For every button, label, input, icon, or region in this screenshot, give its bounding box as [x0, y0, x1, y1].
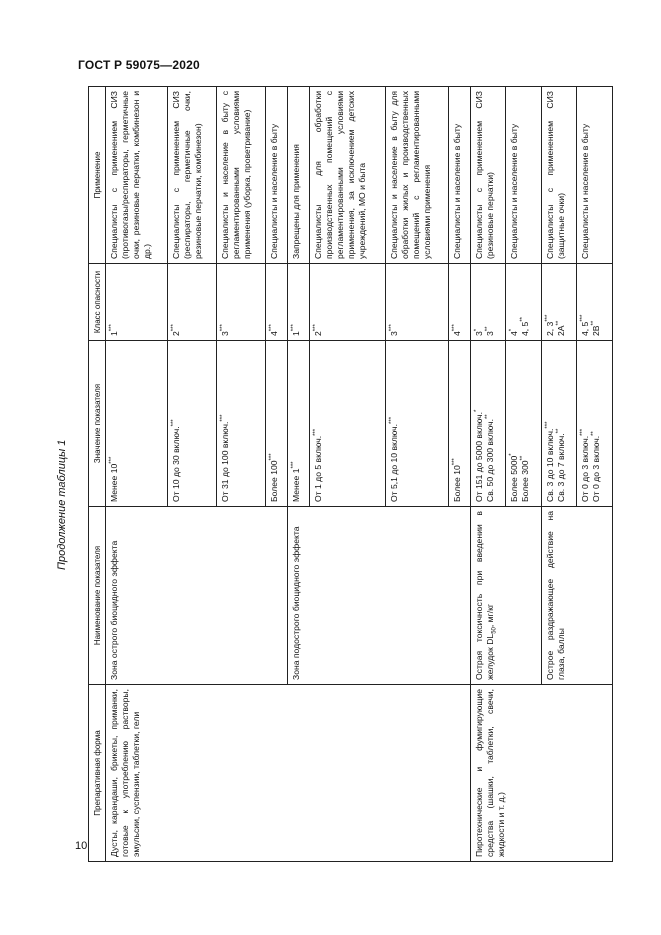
value-cell: От 5,1 до 10 включ.***: [386, 341, 448, 507]
document-title: ГОСТ Р 59075—2020: [78, 58, 200, 72]
form-cell: Дусты, карандаши, брикеты, приманки, готовые к употреблению растворы, эмульсии, суспензии, таблетки, гели: [106, 685, 471, 862]
indicator-cell: Зона подострого биоцидного эффекта: [288, 507, 470, 685]
value-cell: От 0 до 3 включ.*** От 0 до 3 включ.**: [577, 341, 613, 507]
use-cell: Специалисты и население в быту: [577, 87, 613, 264]
indicator-cell: Острое раздражающее действие на глаза, баллы: [541, 507, 612, 685]
indicator-cell: Зона острого биоцидного эффекта: [106, 507, 288, 685]
column-header: Класс опасности: [89, 264, 106, 341]
use-cell: Специалисты и население в быту: [266, 87, 288, 264]
column-header: Значение показателя: [89, 341, 106, 507]
value-cell: Менее 1***: [288, 341, 310, 507]
class-cell: 2***: [168, 264, 217, 341]
class-cell: 1***: [288, 264, 310, 341]
class-cell: 2, 3*** 2А**: [541, 264, 577, 341]
indicator-cell: Острая токсичность при введении в желудок $DL_{50}$, мг/кг: [470, 507, 541, 685]
column-header: Применение: [89, 87, 106, 264]
use-cell: Специалисты с применением СИЗ (защитные очки): [541, 87, 577, 264]
use-cell: Специалисты с применением СИЗ (респираторы, герметичные очки, резиновые перчатки, комбинезон): [168, 87, 217, 264]
page-number: 10: [75, 840, 88, 852]
class-cell: 2***: [310, 264, 386, 341]
use-cell: Специалисты для обработки производственных помещений с регламентированными условиями применения, за исключением детских учреждений, МО и быта: [310, 87, 386, 264]
table-row: [106, 87, 168, 862]
use-cell: Специалисты с применением СИЗ (резиновые перчатки): [470, 87, 506, 264]
table-caption: Продолжение таблицы 1: [56, 439, 68, 570]
class-cell: 4***: [448, 264, 470, 341]
value-cell: От 10 до 30 включ.***: [168, 341, 217, 507]
class-cell: 4***: [266, 264, 288, 341]
class-cell: 3***: [386, 264, 448, 341]
class-cell: 1***: [106, 264, 168, 341]
use-cell: Специалисты и население в быту с регламентированными условиями применения (уборка, проветривание): [217, 87, 266, 264]
table-row: [470, 87, 506, 862]
class-cell: 3***: [217, 264, 266, 341]
value-cell: Менее 10***: [106, 341, 168, 507]
column-header: Препаративная форма: [89, 685, 106, 862]
table-header-row: [89, 87, 106, 862]
use-cell: Запрещены для применения: [288, 87, 310, 264]
use-cell: Специалисты и население в быту: [506, 87, 542, 264]
column-header: Наименование показателя: [89, 507, 106, 685]
value-cell: Более 100***: [266, 341, 288, 507]
rotated-table-container: [88, 87, 613, 862]
use-cell: Специалисты и население в быту для обработки жилых и производственных помещений с регламентированными условиями применения: [386, 87, 448, 264]
class-cell: 3* 3**: [470, 264, 506, 341]
form-cell: Пиротехнические и фумигирующие средства (шашки, таблетки, свечи, жидкости и т. д.): [470, 685, 612, 862]
value-cell: Более 5000* Более 300**: [506, 341, 542, 507]
class-cell: 4* 4, 5**: [506, 264, 542, 341]
use-cell: Специалисты с применением СИЗ (противогазы/респираторы, герметичные очки, резиновые перчатки, комбинезон и др.): [106, 87, 168, 264]
value-cell: Более 10***: [448, 341, 470, 507]
value-cell: От 1 до 5 включ.***: [310, 341, 386, 507]
class-cell: 4, 5*** 2В**: [577, 264, 613, 341]
use-cell: Специалисты и население в быту: [448, 87, 470, 264]
value-cell: От 151 до 5000 включ.* Св. 50 до 300 включ.**: [470, 341, 506, 507]
value-cell: Св. 3 до 10 включ.*** Св. 3 до 7 включ.**: [541, 341, 577, 507]
hazard-table: [88, 86, 613, 862]
value-cell: От 31 до 100 включ.***: [217, 341, 266, 507]
